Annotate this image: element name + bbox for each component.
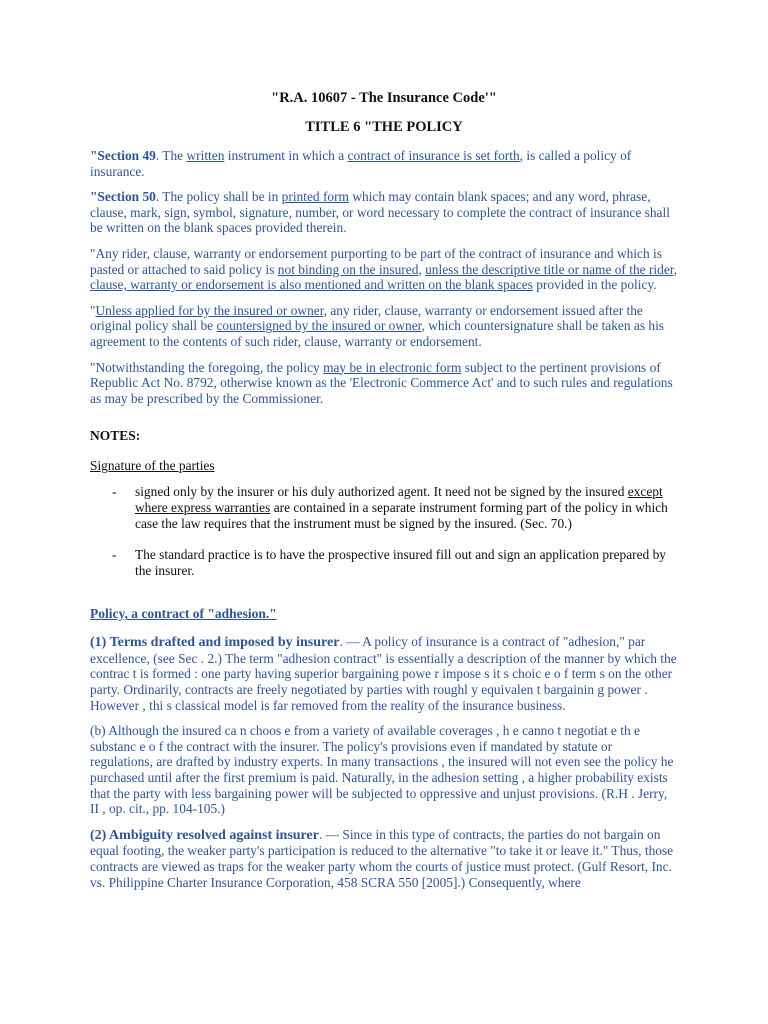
document-subtitle: TITLE 6 "THE POLICY xyxy=(305,119,463,135)
dash-bullet: - xyxy=(112,547,117,563)
dash-bullet: - xyxy=(112,484,117,500)
list-item: - The standard practice is to have the prospective insured fill out and sign an application prepared by the insurer. xyxy=(112,547,666,578)
rider-paragraph: "Any rider, clause, warranty or endorsement purporting to be part of the contract of insurance and which is pasted or attached to said policy is not binding on the insured, unless the descriptive title or name of the rider, clause, warranty or endorsement is also mentioned and written on the blank spaces provided in the policy. xyxy=(90,245,678,293)
adhesion-subheading-2: (2) Ambiguity resolved against insurer xyxy=(90,827,319,843)
adhesion-paragraph-1: (1) Terms drafted and imposed by insurer. — A policy of insurance is a contract of "adhesion," par excellence, (see Sec . 2.) The term "adhesion contract" is essentially a description of the manner by which the contrac t is formed : one party having superior bargaining powe r impose s it s choic e o f term s on the other party. Ordinarily, contracts are freely negotiated by parties with roughl y equivalen t bargainin g power . However , thi s classical model is far removed from the reality of the insurance business. xyxy=(90,634,677,713)
adhesion-paragraph-2: (b) Although the insured ca n choos e from a variety of available coverages , h e canno t negotiat e th e substanc e o f the contract with the insurer. The policy's provisions even if mandated by statute or regulations, are drafted by industry experts. In many transactions , the insured will not even see the policy he purchased until after the first premium is paid. Naturally, in the adhesion setting , a higher probability exists that the party with less bargaining power will be subjected to oppressive and unjust provisions. (R.H . Jerry, II , op. cit., pp. 104-105.) xyxy=(90,723,674,817)
countersign-paragraph: "Unless applied for by the insured or owner, any rider, clause, warranty or endorsement issued after the original policy shall be countersigned by the insured or owner, which countersignature shall be taken as his agreement to the contents of such rider, clause, warranty or endorsement. xyxy=(90,302,665,349)
notes-list xyxy=(90,484,678,578)
adhesion-paragraph-3: (2) Ambiguity resolved against insurer. — Since in this type of contracts, the parties do not bargain on equal footing, the weaker party's participation is reduced to the alternative "to take it or leave it." Thus, those contracts are viewed as traps for the weaker party whom the courts of justice must protect. (Gulf Resort, Inc. vs. Philippine Charter Insurance Corporation, 458 SCRA 550 [2005].) Consequently, where xyxy=(90,826,674,890)
electronic-form-paragraph: "Notwithstanding the foregoing, the policy may be in electronic form subject to the pertinent provisions of Republic Act No. 8792, otherwise known as the 'Electronic Commerce Act' and to such rules and regulations as may be prescribed by the Commissioner. xyxy=(90,359,673,406)
section-49-heading: "Section 49 xyxy=(90,148,156,163)
list-item: - signed only by the insurer or his duly authorized agent. It need not be signed by the insured except where express warranties are contained in a separate instrument forming part of the policy in which case the law requires that the instrument must be signed by the insured. (Sec. 70.) xyxy=(112,484,668,531)
notes-heading: NOTES: xyxy=(90,428,141,444)
signature-heading: Signature of the parties xyxy=(90,458,215,474)
adhesion-heading: Policy, a contract of "adhesion." xyxy=(90,606,277,622)
section-50-paragraph: "Section 50. The policy shall be in printed form which may contain blank spaces; and any word, phrase, clause, mark, sign, symbol, signature, number, or word necessary to complete the contract of insurance shall be written on the blank spaces provided therein. xyxy=(90,189,670,236)
document-title: "R.A. 10607 - The Insurance Code'" xyxy=(271,90,497,106)
section-50-heading: "Section 50 xyxy=(90,189,156,205)
adhesion-subheading-1: (1) Terms drafted and imposed by insurer xyxy=(90,635,340,651)
section-49-paragraph: "Section 49. The written instrument in which a contract of insurance is set forth, is called a policy of insurance. xyxy=(90,148,632,179)
